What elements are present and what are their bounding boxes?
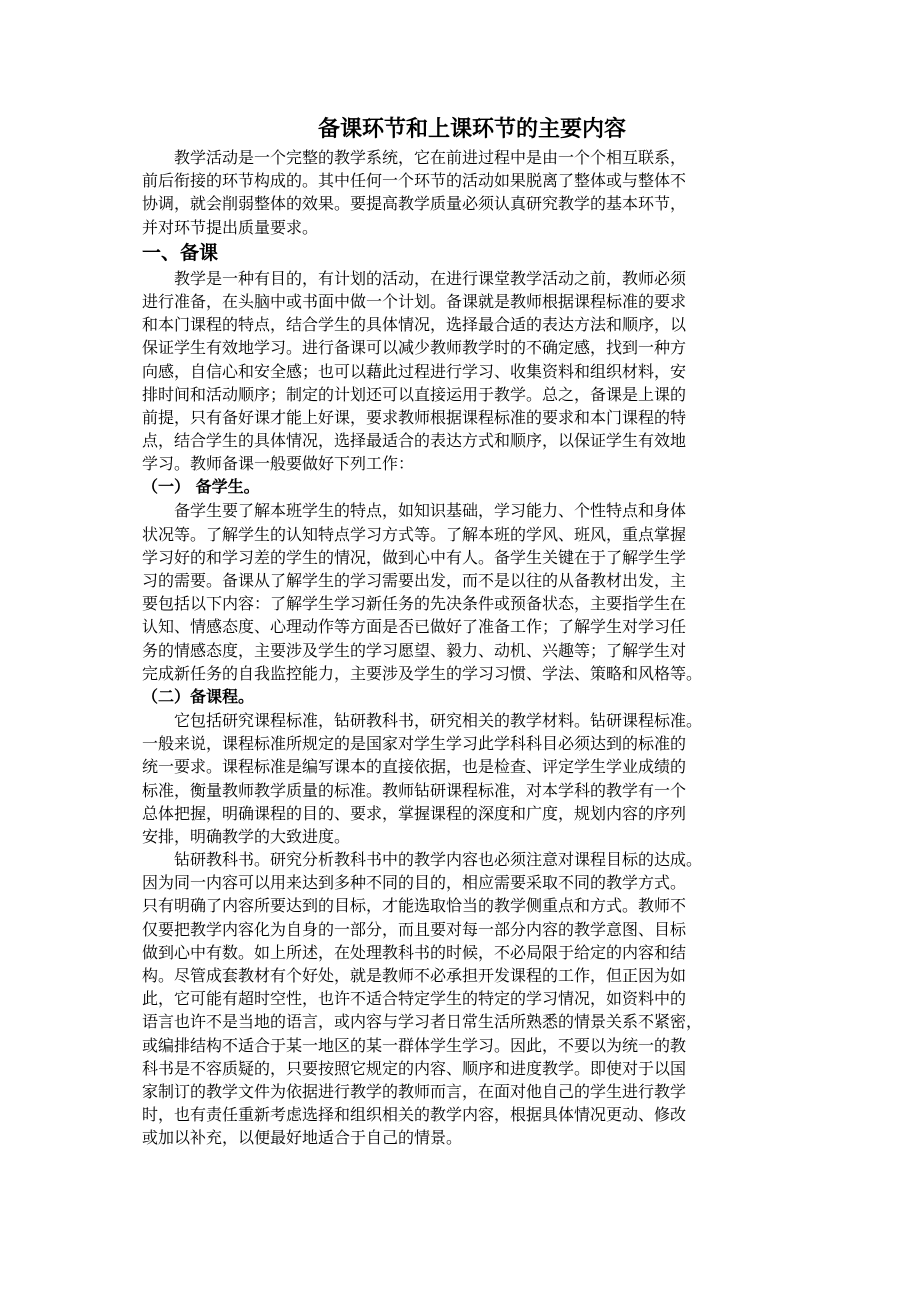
document-title: 备课环节和上课环节的主要内容 <box>317 117 626 142</box>
paragraph-line: 务的情感态度，主要涉及学生的学习愿望、毅力、动机、兴趣等；了解学生对 <box>142 640 687 660</box>
paragraph-line: 做到心中有数。如上所述，在处理教科书的时候，不必局限于给定的内容和结 <box>142 942 687 962</box>
intro-line: 教学活动是一个完整的教学系统，它在前进过程中是由一个个相互联系， <box>174 148 687 167</box>
subsection-heading-students: （一） 备学生。 <box>142 477 260 497</box>
paragraph-line: 备学生要了解本班学生的特点，如知识基础，学习能力、个性特点和身体 <box>174 501 687 521</box>
subsection-heading-curriculum: （二）备课程。 <box>142 686 255 706</box>
paragraph-line: 要包括以下内容：了解学生学习新任务的先决条件或预备状态，主要指学生在 <box>142 594 687 614</box>
subsection-curriculum-paragraph-1 <box>142 709 802 848</box>
intro-paragraph <box>142 146 802 239</box>
paragraph-line: 保证学生有效地学习。进行备课可以减少教师教学时的不确定感，找到一种方 <box>142 338 687 358</box>
paragraph-line: 前提，只有备好课才能上好课，要求教师根据课程标准的要求和本门课程的特 <box>142 407 687 427</box>
section-heading-prep: 一、备课 <box>142 241 219 264</box>
paragraph-line: 此，它可能有超时空性，也许不适合特定学生的特定的学习情况，如资料中的 <box>142 989 687 1009</box>
paragraph-line: 习的需要。备课从了解学生的学习需要出发，而不是以往的从备教材出发，主 <box>142 571 687 590</box>
document-page <box>142 114 802 1150</box>
paragraph-line: 构。尽管成套教材有个好处，就是教师不必承担开发课程的工作，但正因为如 <box>142 966 687 985</box>
subsection-curriculum-paragraph-2 <box>142 848 802 1149</box>
paragraph-line: 钻研教科书。研究分析教科书中的教学内容也必须注意对课程目标的达成。 <box>174 850 703 870</box>
paragraph-line: 完成新任务的自我监控能力，主要涉及学生的学习习惯、学法、策略和风格等。 <box>142 663 703 683</box>
paragraph-line: 或编排结构不适合于某一地区的某一群体学生学习。因此，不要以为统一的教 <box>142 1035 687 1055</box>
paragraph-line: 安排，明确教学的大致进度。 <box>142 826 351 846</box>
paragraph-line: 状况等。了解学生的认知特点学习方式等。了解本班的学风、班风，重点掌握 <box>142 524 687 544</box>
paragraph-line: 认知、情感态度、心理动作等方面是否已做好了准备工作；了解学生对学习任 <box>142 617 687 637</box>
intro-line: 前后衔接的环节构成的。其中任何一个环节的活动如果脱离了整体或与整体不 <box>142 171 687 191</box>
paragraph-line: 仅要把教学内容化为自身的一部分，而且要对每一部分内容的教学意图、目标 <box>142 919 687 939</box>
paragraph-line: 统一要求。课程标准是编写课本的直接依据，也是检查、评定学生学业成绩的 <box>142 757 687 777</box>
paragraph-line: 家制订的教学文件为依据进行教学的教师而言，在面对他自己的学生进行教学 <box>142 1081 687 1101</box>
paragraph-line: 因为同一内容可以用来达到多种不同的目的，相应需要采取不同的教学方式。 <box>142 873 687 893</box>
paragraph-line: 向感，自信心和安全感；也可以藉此过程进行学习、收集资料和组织材料，安 <box>142 361 687 381</box>
paragraph-line: 学习。教师备课一般要做好下列工作： <box>142 454 415 474</box>
paragraph-line: 语言也许不是当地的语言，或内容与学习者日常生活所熟悉的情景关系不紧密， <box>142 1012 703 1032</box>
paragraph-line: 时，也有责任重新考虑选择和组织相关的教学内容，根据具体情况更动、修改 <box>142 1105 687 1125</box>
paragraph-line: 总体把握，明确课程的目的、要求，掌握课程的深度和广度，规划内容的序列 <box>142 803 687 823</box>
paragraph-line: 标准，衡量教师教学质量的标准。教师钻研课程标准，对本学科的教学有一个 <box>142 780 687 800</box>
paragraph-line: 或加以补充，以便最好地适合于自己的情景。 <box>142 1128 463 1148</box>
paragraph-line: 科书是不容质疑的，只要按照它规定的内容、顺序和进度教学。即使对于以国 <box>142 1058 687 1078</box>
paragraph-line: 点，结合学生的具体情况，选择最适合的表达方式和顺序，以保证学生有效地 <box>142 431 687 451</box>
paragraph-line: 只有明确了内容所要达到的目标，才能选取恰当的教学侧重点和方式。教师不 <box>142 896 687 916</box>
paragraph-line: 和本门课程的特点，结合学生的具体情况，选择最合适的表达方法和顺序，以 <box>142 315 687 335</box>
paragraph-line: 排时间和活动顺序；制定的计划还可以直接运用于教学。总之，备课是上课的 <box>142 384 687 404</box>
paragraph-line: 它包括研究课程标准，钻研教科书，研究相关的教学材料。钻研课程标准。 <box>174 710 703 730</box>
paragraph-line: 学习好的和学习差的学生的情况，做到心中有人。备学生关键在于了解学生学 <box>142 547 687 567</box>
intro-line: 协调，就会削弱整体的效果。要提高教学质量必须认真研究教学的基本环节， <box>142 194 687 214</box>
paragraph-line: 一般来说，课程标准所规定的是国家对学生学习此学科科目必须达到的标准的 <box>142 734 687 754</box>
paragraph-line: 进行准备，在头脑中或书面中做一个计划。备课就是教师根据课程标准的要求 <box>142 291 687 311</box>
paragraph-line: 教学是一种有目的，有计划的活动，在进行课堂教学活动之前，教师必须 <box>174 268 687 288</box>
section-prep-paragraph <box>142 267 802 476</box>
subsection-students-paragraph <box>142 499 802 685</box>
intro-line: 并对环节提出质量要求。 <box>142 217 319 237</box>
